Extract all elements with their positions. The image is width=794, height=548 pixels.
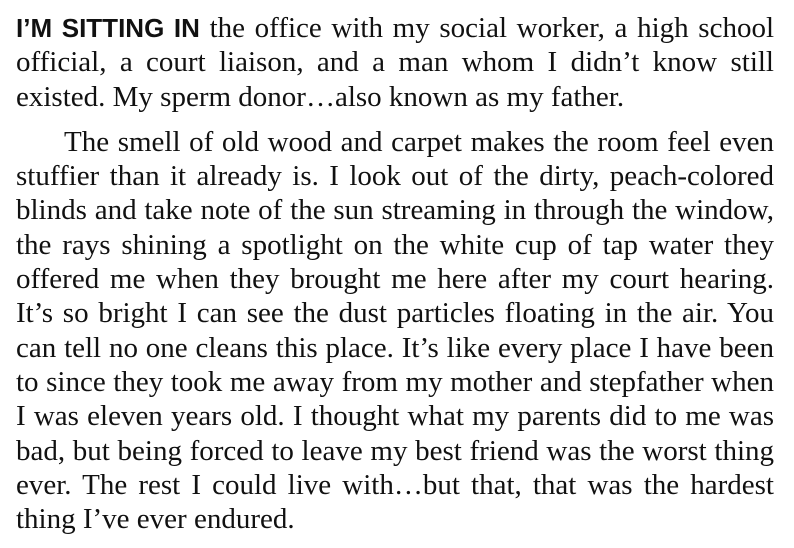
paragraph-2 (16, 125, 774, 537)
book-page (16, 0, 774, 536)
paragraph-1 (16, 0, 774, 114)
chapter-lead-in: I’M SITTING IN (16, 13, 200, 43)
paragraph-2-text: The smell of old wood and carpet makes the room feel even stuffier than it already is. I look out of the dirty, peach-colored blinds and take note of the sun streaming in through the window, the rays shining a spotlight on the white cup of tap water they offered me when they brought me here after my court hearing. It’s so bright I can see the dust particles floating in the air. You can tell no one cleans this place. It’s like every place I have been to since they took me away from my mother and stepfather when I was eleven years old. I thought what my parents did to me was bad, but being forced to leave my best friend was the worst thing ever. The rest I could live with…but that, that was the hardest thing I’ve ever endured. (16, 125, 774, 536)
paragraph-1-text: the office with my social worker, a high school official, a court liaison, and a man whom I didn’t know still existed. My sperm donor…also known as my father. (16, 12, 775, 113)
